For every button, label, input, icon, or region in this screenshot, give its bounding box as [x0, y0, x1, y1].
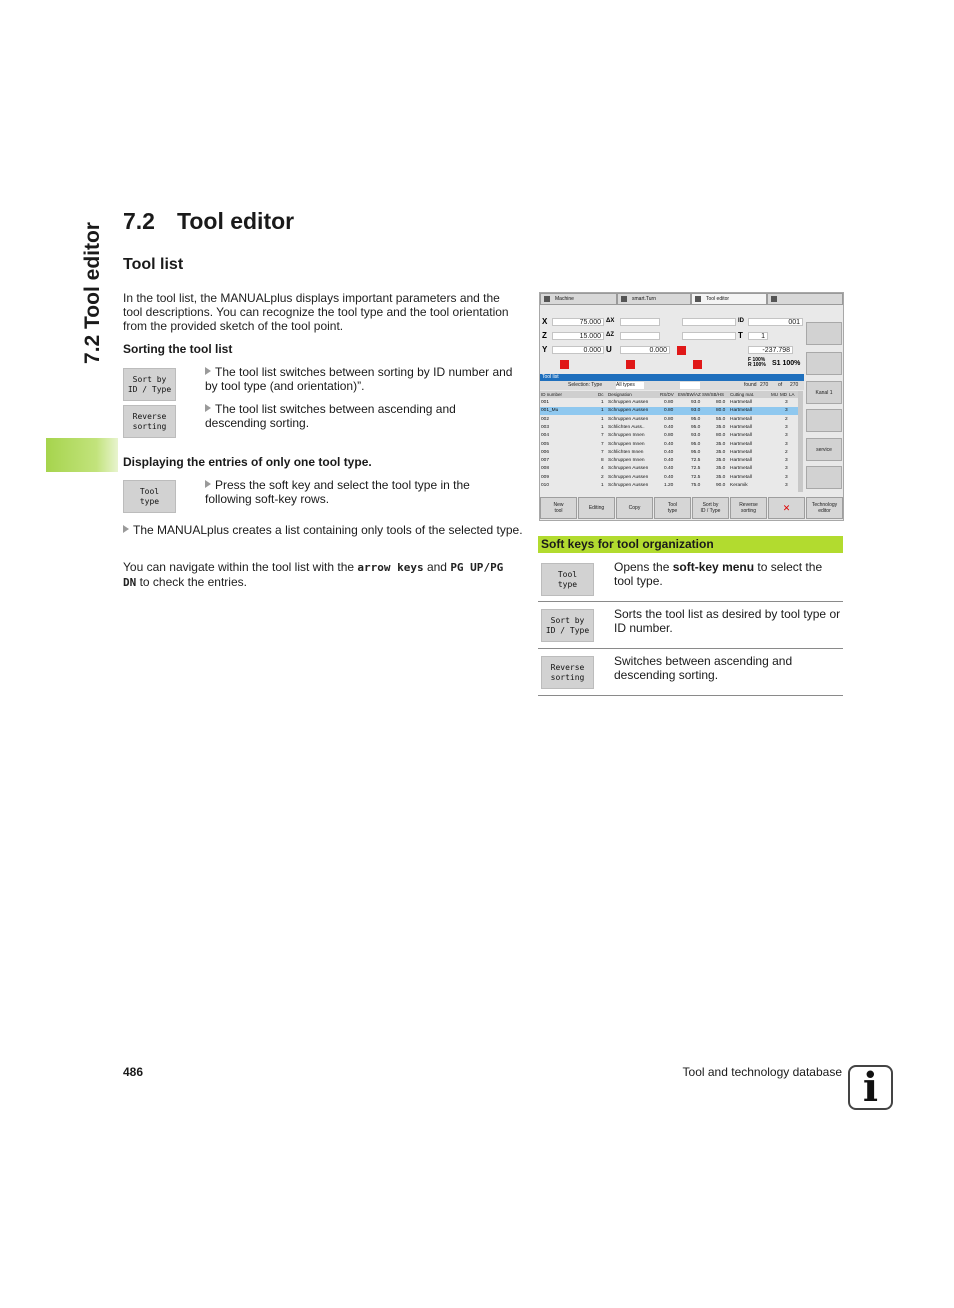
cell-id: 003 — [541, 424, 550, 430]
smart-turn-icon — [621, 296, 627, 302]
softkey-delete[interactable] — [768, 497, 805, 519]
cell-mu: 2 — [785, 449, 788, 455]
cell-sw: 35.0 — [716, 441, 726, 447]
document-icon — [771, 296, 777, 302]
softkey-copy[interactable]: Copy — [616, 497, 653, 519]
cell-mat: Hartmetall — [730, 416, 752, 422]
cell-id: 004 — [541, 433, 550, 439]
softkey-reverse-sorting[interactable]: Reverse sorting — [730, 497, 767, 519]
cell-rs: 0.80 — [664, 408, 674, 414]
tool-image-softkey[interactable] — [806, 322, 842, 345]
table-divider — [538, 648, 843, 649]
cell-n: 7 — [601, 441, 604, 447]
table-row[interactable] — [540, 424, 798, 432]
cell-ew: 95.0 — [691, 424, 701, 430]
cell-mat: Hartmetall — [730, 474, 752, 480]
cell-id: 005 — [541, 441, 550, 447]
table-row[interactable] — [540, 432, 798, 440]
tool-type-softkey[interactable]: Tool type — [123, 480, 176, 513]
reverse-sorting-softkey[interactable]: Reverse sorting — [123, 405, 176, 438]
softkey-tool-type[interactable]: Tool type — [654, 497, 691, 519]
axis-x-delta: ΔX — [606, 318, 615, 324]
axis-x-value: 75.000 — [552, 318, 604, 326]
cell-mat: Hartmetall — [730, 441, 752, 447]
axis-y-label: Y — [542, 345, 548, 354]
spindle-override: S1 100% — [772, 360, 801, 367]
cell-n: 7 — [601, 449, 604, 455]
cell-des: Schruppen Aussen — [608, 416, 649, 422]
axis-x-label: X — [542, 317, 548, 326]
cell-des: Schlichten Innen — [608, 449, 644, 455]
cell-sw: 80.0 — [716, 433, 726, 439]
cell-n: 7 — [601, 433, 604, 439]
cell-sw: 35.0 — [716, 458, 726, 464]
cell-mat: Keramik — [730, 483, 748, 488]
cell-ew: 75.0 — [691, 483, 701, 488]
cell-n: 2 — [601, 474, 604, 480]
selection-blank-field[interactable] — [680, 382, 700, 389]
spindle2-icon — [693, 360, 702, 369]
softkey-editing[interactable]: Editing — [578, 497, 615, 519]
cell-rs: 0.40 — [664, 424, 674, 430]
id-value: 001 — [748, 318, 803, 326]
tool-list-columns: ID number Dc Designation RS/DV EW/BW/AZ SW/SB/HS Cutting mat. MU MD LA — [540, 391, 798, 398]
softkey-sort-by[interactable]: Sort by ID / Type — [692, 497, 729, 519]
side-tab-marker — [46, 438, 118, 472]
table-divider — [538, 601, 843, 602]
cell-id: 001_Mu — [541, 408, 559, 414]
cell-rs: 0.40 — [664, 441, 674, 447]
cell-id: 007 — [541, 458, 550, 464]
cell-rs: 0.80 — [664, 400, 674, 405]
bullet-arrow-icon — [205, 480, 211, 488]
axis-z-value: 15.000 — [552, 332, 604, 340]
table-row-1-desc: Opens the soft-key menu to select the tool type. — [614, 560, 823, 588]
cell-mu: 3 — [785, 458, 788, 464]
side-tab-label: 7.2 Tool editor — [81, 222, 104, 364]
table-reverse-sorting-softkey[interactable]: Reverse sorting — [541, 656, 594, 689]
cell-mat: Hartmetall — [730, 458, 752, 464]
selection-row: Selection: Type All types found 270 of 270 — [540, 381, 804, 390]
turret-softkey[interactable] — [806, 352, 842, 375]
field-blank-2 — [682, 332, 736, 340]
tab-smart-turn[interactable]: smart.Turn — [617, 293, 691, 305]
cell-des: Schruppen Aussen — [608, 408, 649, 414]
tab-extra[interactable] — [767, 293, 843, 305]
sort-by-id-type-softkey[interactable]: Sort by ID / Type — [123, 368, 176, 401]
cell-mat: Hartmetall — [730, 433, 752, 439]
cell-sw: 55.0 — [716, 416, 726, 422]
cell-mu: 3 — [785, 441, 788, 447]
bullet-arrow-icon — [205, 367, 211, 375]
override-values: F 100% R 100% — [748, 357, 766, 368]
cell-des: Schruppen Innen — [608, 441, 645, 447]
subsection-title: Tool list — [123, 256, 184, 273]
bullet-arrow-icon — [123, 525, 129, 533]
tool-list-header: Tool list — [540, 374, 804, 381]
cell-mu: 3 — [785, 466, 788, 472]
cell-mu: 3 — [785, 408, 788, 414]
table-tool-type-softkey[interactable]: Tool type — [541, 563, 594, 596]
cell-mu: 3 — [785, 400, 788, 405]
navigate-paragraph: You can navigate within the tool list with the arrow keys and PG UP/PG DN to check the entries. — [123, 560, 504, 589]
cell-mat: Hartmetall — [730, 408, 752, 414]
cell-n: 1 — [601, 400, 604, 405]
table-row[interactable] — [540, 474, 798, 482]
cell-ew: 93.0 — [691, 433, 701, 439]
cell-rs: 0.40 — [664, 474, 674, 480]
cell-rs: 0.40 — [664, 449, 674, 455]
cell-sw: 35.0 — [716, 449, 726, 455]
table-row[interactable] — [540, 449, 798, 457]
cell-id: 010 — [541, 483, 550, 488]
cell-ew: 95.0 — [691, 441, 701, 447]
id-label: ID — [738, 318, 744, 324]
bullet-arrow-icon — [205, 404, 211, 412]
tab-tool-editor[interactable]: Tool editor — [691, 293, 767, 305]
spindle-stop-icon — [677, 346, 686, 355]
field-blank-1 — [682, 318, 736, 326]
cell-rs: 1.20 — [664, 483, 674, 488]
table-row[interactable] — [540, 441, 798, 449]
spindle1-icon — [626, 360, 635, 369]
machine-icon — [544, 296, 550, 302]
table-row-3-desc: Switches between ascending and descending sorting. — [614, 654, 793, 682]
axis-z-delta-value — [620, 332, 660, 340]
cell-rs: 0.40 — [664, 466, 674, 472]
cell-mat: Hartmetall — [730, 466, 752, 472]
cell-des: Schruppen Aussen — [608, 474, 649, 480]
cell-id: 009 — [541, 474, 550, 480]
axis-y-value: 0.000 — [552, 346, 604, 354]
cell-mu: 3 — [785, 424, 788, 430]
table-row[interactable] — [540, 399, 798, 407]
cell-ew: 95.0 — [691, 449, 701, 455]
tool-list-scrollbar[interactable] — [798, 391, 803, 492]
cell-des: Schruppen Aussen — [608, 483, 649, 488]
cell-ew: 72.5 — [691, 466, 701, 472]
kanal-softkey[interactable]: Kanal 1 — [806, 381, 842, 404]
axis-u-value: 0.000 — [620, 346, 670, 354]
cell-mu: 2 — [785, 416, 788, 422]
softkey-technology-editor[interactable]: Technology editor — [806, 497, 843, 519]
feed-stop-icon — [560, 360, 569, 369]
table-divider — [538, 695, 843, 696]
cell-n: 1 — [601, 483, 604, 488]
cell-mat: Hartmetall — [730, 424, 752, 430]
c-axis-value: -237.798 — [748, 346, 793, 354]
cell-n: 1 — [601, 408, 604, 414]
sorting-bullet-2: The tool list switches between ascending and descending sorting. — [205, 402, 456, 430]
cell-sw: 35.0 — [716, 424, 726, 430]
intro-paragraph: In the tool list, the MANUALplus displays important parameters and the tool descriptions. You can recognize the tool type and the tool orientation from the provided sketch of the tool point. — [123, 291, 509, 333]
cell-rs: 0.40 — [664, 458, 674, 464]
cell-sw: 35.0 — [716, 474, 726, 480]
filter-result: The MANUALplus creates a list containing only tools of the selected type. — [123, 523, 523, 537]
cell-mat: Hartmetall — [730, 400, 752, 405]
table-row-2-desc: Sorts the tool list as desired by tool type or ID number. — [614, 607, 841, 635]
cell-des: Schlichten Auss.. — [608, 424, 645, 430]
axis-u-label: U — [606, 345, 612, 354]
cell-sw: 80.0 — [716, 408, 726, 414]
cell-ew: 72.5 — [691, 458, 701, 464]
cell-des: Schruppen Innen — [608, 433, 645, 439]
softkey-table-title: Soft keys for tool organization — [538, 536, 843, 553]
tab-machine[interactable]: Machine — [540, 293, 617, 305]
service-softkey[interactable]: service — [806, 438, 842, 461]
axis-z-delta: ΔZ — [606, 332, 614, 338]
table-row[interactable] — [540, 457, 798, 465]
table-row[interactable] — [540, 482, 798, 490]
cell-n: 4 — [601, 466, 604, 472]
cell-sw: 80.0 — [716, 400, 726, 405]
cell-n: 8 — [601, 458, 604, 464]
cell-mu: 3 — [785, 474, 788, 480]
table-row[interactable] — [540, 465, 798, 473]
cell-rs: 0.80 — [664, 416, 674, 422]
page-number: 486 — [123, 1065, 144, 1079]
cell-ew: 95.0 — [691, 416, 701, 422]
footer-title: Tool and technology database — [682, 1065, 842, 1079]
cell-sw: 90.0 — [716, 483, 726, 488]
cell-mu: 3 — [785, 433, 788, 439]
filter-bullet: Press the soft key and select the tool type in the following soft-key rows. — [205, 478, 470, 506]
cell-sw: 35.0 — [716, 466, 726, 472]
cell-des: Schruppen Innen — [608, 458, 645, 464]
tool-t-softkey[interactable] — [806, 466, 842, 489]
sorting-bullet-1: The tool list switches between sorting by ID number and by tool type (and orientation)”. — [205, 365, 513, 393]
cell-id: 008 — [541, 466, 550, 472]
info-icon: i — [848, 1065, 893, 1110]
axis-z-label: Z — [542, 331, 547, 340]
cell-n: 1 — [601, 416, 604, 422]
t-value: 1 — [748, 332, 768, 340]
table-row[interactable] — [540, 407, 798, 415]
filter-heading: Displaying the entries of only one tool type. — [123, 455, 372, 469]
cell-des: Schruppen Aussen — [608, 400, 649, 405]
cell-rs: 0.80 — [664, 433, 674, 439]
selection-type-field[interactable]: All types — [616, 382, 644, 389]
cell-ew: 72.5 — [691, 474, 701, 480]
cell-id: 001 — [541, 400, 550, 405]
cell-id: 006 — [541, 449, 550, 455]
side-softkey-blank[interactable] — [806, 409, 842, 432]
cell-n: 1 — [601, 424, 604, 430]
cell-id: 002 — [541, 416, 550, 422]
table-sort-by-softkey[interactable]: Sort by ID / Type — [541, 609, 594, 642]
delete-icon: ✕ — [782, 503, 791, 513]
t-label: T — [738, 331, 743, 340]
softkey-new-tool[interactable]: New tool — [540, 497, 577, 519]
cell-ew: 93.0 — [691, 400, 701, 405]
sorting-heading: Sorting the tool list — [123, 342, 233, 356]
cell-mat: Hartmetall — [730, 449, 752, 455]
cell-des: Schruppen Aussen — [608, 466, 649, 472]
axis-x-delta-value — [620, 318, 660, 326]
cell-mu: 3 — [785, 483, 788, 488]
cell-ew: 93.0 — [691, 408, 701, 414]
table-row[interactable] — [540, 416, 798, 424]
tool-editor-icon — [695, 296, 701, 302]
section-title: 7.2 Tool editor — [123, 208, 295, 234]
